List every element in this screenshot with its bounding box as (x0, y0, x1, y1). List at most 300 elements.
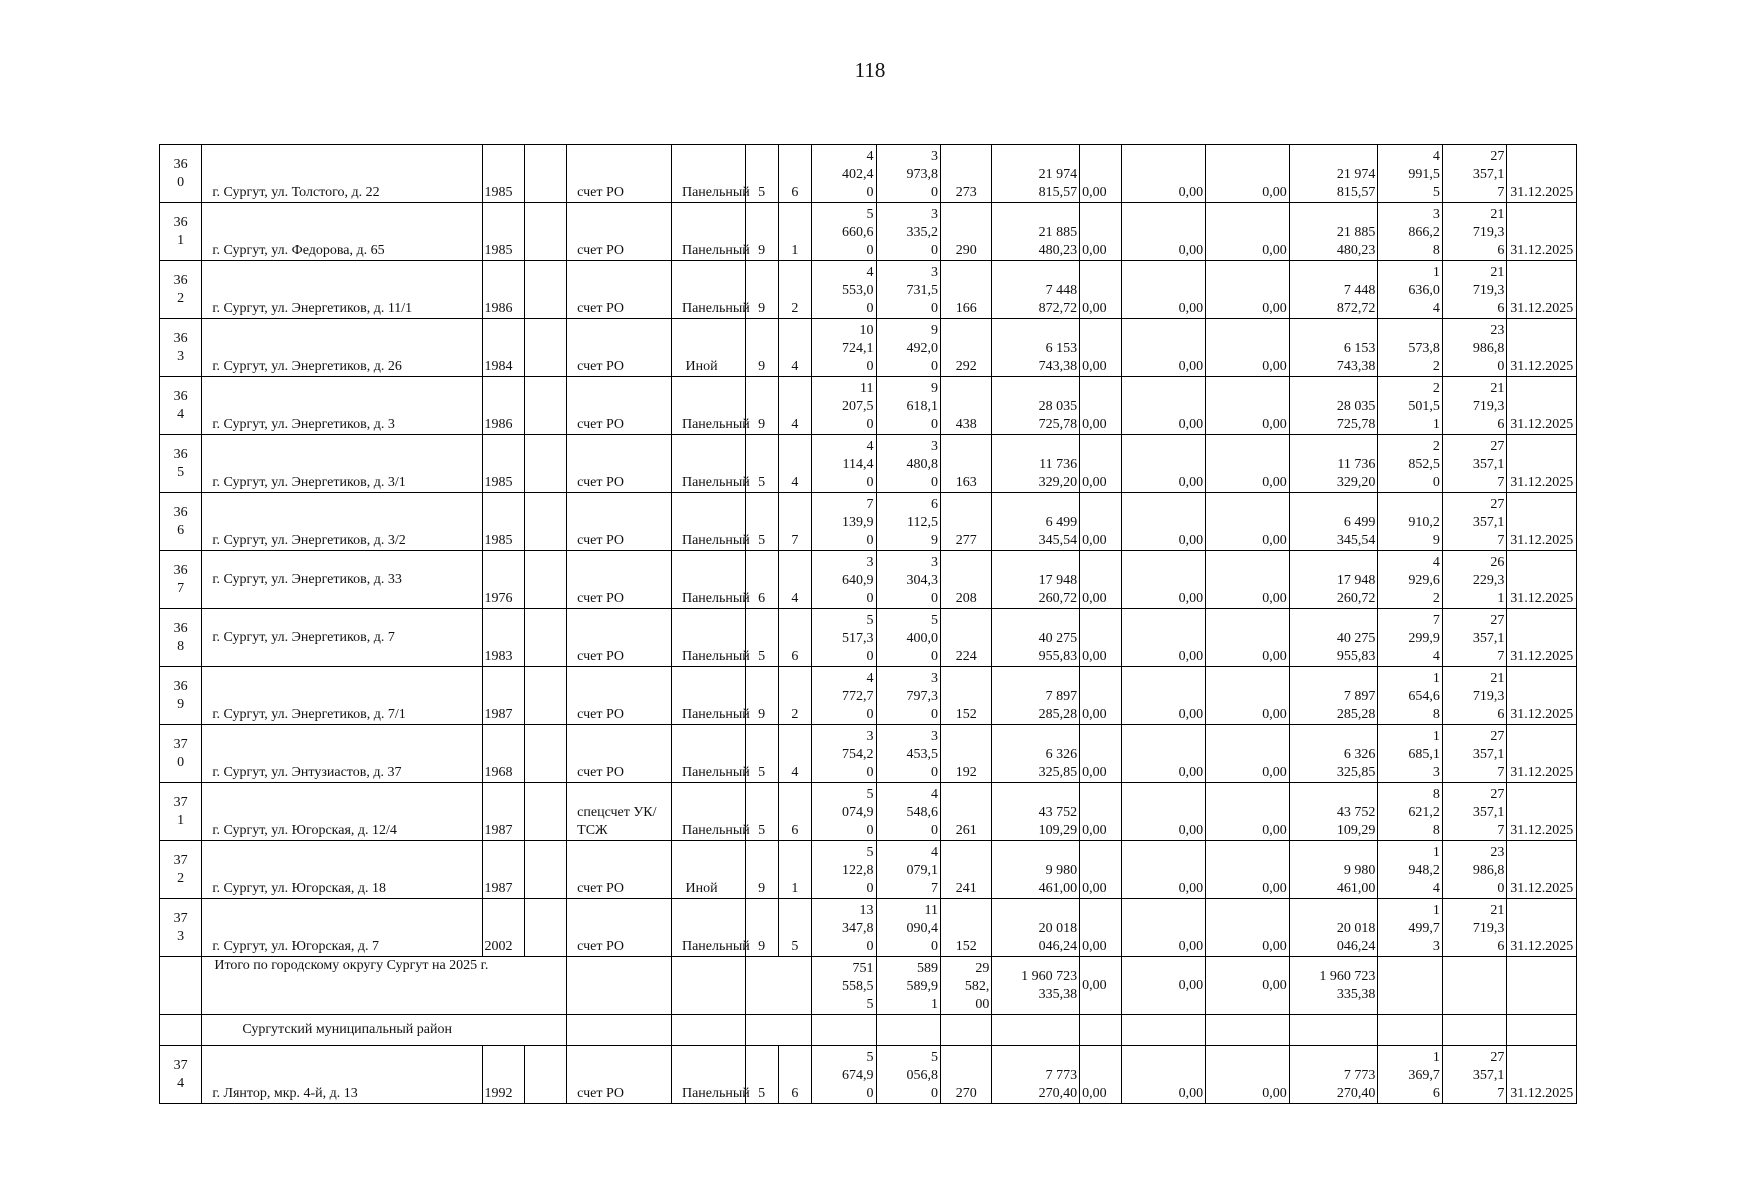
unit-cost-cell-line: 3 (1432, 765, 1440, 780)
wall-material-cell (671, 841, 745, 899)
account-cell: счет РО (567, 609, 672, 667)
row-number (160, 667, 202, 725)
area-living-cell-line: 0 (931, 939, 939, 954)
area-total-cell-line: 074,9 (842, 805, 874, 820)
year-cell-line: 19 (484, 475, 499, 490)
owners-cell-line: 6 326 (1343, 747, 1376, 762)
empty-cell (160, 1015, 202, 1046)
residents-cell: 224 (941, 609, 992, 667)
address-cell: г. Сургут, ул. Энергетиков, д. 7/1 (202, 667, 482, 725)
fund-cell (1080, 377, 1122, 435)
wall-material-cell-line: Панель (681, 1086, 726, 1101)
row-number-line: 2 (177, 290, 185, 306)
area-total-cell-line: 4 (866, 265, 874, 280)
address-cell: г. Сургут, ул. Энергетиков, д. 33 (202, 551, 482, 609)
owners-cell-line: 325,85 (1336, 765, 1376, 780)
area-living-cell (876, 957, 941, 1015)
owners-cell-line: 345,54 (1336, 533, 1376, 548)
unit-cost-cell-line: 636,0 (1408, 283, 1440, 298)
area-living-cell-line: 9 (931, 533, 939, 548)
row-number (160, 725, 202, 783)
limit-cost-cell-line: 719,3 (1472, 283, 1505, 298)
area-living-cell-line: 3 (931, 207, 939, 222)
unit-cost-cell-line: 9 (1432, 533, 1440, 548)
deadline-cell-line: 2025 (1545, 417, 1574, 432)
deadline-cell (1507, 551, 1577, 609)
cost-total-cell-line: 7 448 (1045, 283, 1078, 298)
deadline-cell-line: 31.12. (1510, 765, 1546, 780)
table-row (160, 319, 1577, 377)
empty-cell (524, 203, 566, 261)
row-number (160, 783, 202, 841)
address-cell: г. Лянтор, мкр. 4-й, д. 13 (202, 1046, 482, 1104)
budget-cell: 0,00 (1122, 377, 1206, 435)
cost-total-cell-line: 815,57 (1038, 185, 1078, 200)
fund-cell (1080, 1046, 1122, 1104)
year-cell-line: 87 (498, 881, 513, 896)
owners-cell-line: 955,83 (1336, 649, 1376, 664)
unit-cost-cell-line: 499,7 (1408, 921, 1440, 936)
owners-cell (1289, 841, 1378, 899)
floors-cell: 9 (745, 899, 778, 957)
cost-total-cell-line: 21 885 (1038, 225, 1078, 240)
row-number-line: 36 (173, 388, 188, 404)
empty-cell (812, 1015, 877, 1046)
year-cell-line: 19 (484, 707, 499, 722)
limit-cost-cell-line: 27 (1490, 149, 1505, 164)
fund-cell-line: 0, (1082, 1086, 1093, 1101)
row-number-line: 37 (173, 1057, 188, 1073)
address-cell: г. Сургут, ул. Югорская, д. 7 (202, 899, 482, 957)
wall-material-cell-line: ный (725, 939, 750, 954)
owners-cell (1289, 435, 1378, 493)
area-total-cell-line: 0 (866, 939, 874, 954)
owners-cell-line: 815,57 (1336, 185, 1376, 200)
deadline-cell (1507, 783, 1577, 841)
area-living-cell-line: 0 (931, 301, 939, 316)
residents-cell: 152 (941, 667, 992, 725)
owners-cell-line: 285,28 (1336, 707, 1376, 722)
year-cell-line: 68 (498, 765, 513, 780)
limit-cost-cell-line: 26 (1490, 555, 1505, 570)
unit-cost-cell-line: 0 (1432, 475, 1440, 490)
empty-cell (524, 319, 566, 377)
page-number: 118 (854, 58, 886, 82)
cost-total-cell-line: 43 752 (1038, 805, 1078, 820)
cost-total-cell (992, 899, 1080, 957)
cost-total-cell-line: 6 499 (1045, 515, 1078, 530)
deadline-cell-line: 2025 (1545, 765, 1574, 780)
area-total-cell (812, 261, 877, 319)
row-number-line: 1 (177, 232, 185, 248)
fund-cell-line: 00 (1092, 765, 1107, 780)
area-living-cell-line: 1 (931, 997, 939, 1012)
deadline-cell-line: 31.12. (1510, 707, 1546, 722)
budget-cell: 0,00 (1122, 609, 1206, 667)
year-cell (482, 319, 524, 377)
area-living-cell-line: 5 (931, 1050, 939, 1065)
unit-cost-cell (1378, 493, 1443, 551)
row-number-line: 37 (173, 794, 188, 810)
unit-cost-cell (1378, 783, 1443, 841)
wall-material-cell (671, 145, 750, 203)
empty-cell (941, 1015, 992, 1046)
year-cell-line: 19 (484, 185, 499, 200)
owners-cell-line: 6 153 (1343, 341, 1376, 356)
area-living-cell-line: 3 (931, 439, 939, 454)
cost-total-cell-line: 28 035 (1038, 399, 1078, 414)
wall-material-cell-line: ный (725, 243, 750, 258)
area-living-cell (876, 261, 941, 319)
cost-total-cell-line: 21 974 (1038, 167, 1078, 182)
fund-cell (1080, 667, 1122, 725)
row-number-line: 36 (173, 330, 188, 346)
total-label-text: Итого по городскому округу Сургут на 2025 г. (214, 958, 489, 973)
limit-cost-cell-line: 7 (1497, 823, 1505, 838)
entrances-cell: 2 (778, 667, 811, 725)
owners-cell-line: 21 885 (1336, 225, 1376, 240)
floors-cell: 9 (745, 841, 778, 899)
entrances-cell: 5 (778, 899, 811, 957)
area-total-cell-line: 7 (866, 497, 874, 512)
area-total-cell-line: 5 (866, 1050, 874, 1065)
owners-cell (1289, 957, 1378, 1015)
area-total-cell-line: 674,9 (842, 1068, 874, 1083)
area-total-cell (812, 841, 877, 899)
residents-cell: 438 (941, 377, 992, 435)
cost-total-cell-line: 11 736 (1039, 457, 1078, 472)
year-cell-line: 86 (498, 417, 513, 432)
area-living-cell-line: 4 (931, 787, 939, 802)
limit-cost-cell (1442, 725, 1507, 783)
residents-cell: 273 (941, 145, 992, 203)
wall-material-cell (671, 609, 750, 667)
year-cell (482, 551, 524, 609)
cost-total-cell (992, 783, 1080, 841)
area-living-cell-line: 973,8 (906, 167, 939, 182)
fund-cell (1080, 957, 1122, 1015)
empty-cell (1289, 1015, 1378, 1046)
year-cell-line: 86 (498, 301, 513, 316)
area-living-cell-line: 0 (931, 765, 939, 780)
address-cell: г. Сургут, ул. Энергетиков, д. 26 (202, 319, 482, 377)
area-total-cell-line: 0 (866, 533, 874, 548)
limit-cost-cell (1442, 841, 1507, 899)
cost-total-cell-line: 270,40 (1038, 1086, 1078, 1101)
residents-cell: 152 (941, 899, 992, 957)
area-living-cell-line: 0 (931, 649, 939, 664)
table-row (160, 841, 1577, 899)
year-cell (482, 377, 524, 435)
limit-cost-cell-line: 27 (1490, 439, 1505, 454)
area-total-cell-line: 5 (866, 845, 874, 860)
fund-cell-line: 0, (1082, 243, 1093, 258)
area-total-cell-line: 0 (866, 475, 874, 490)
area-total-cell (812, 609, 877, 667)
cost-total-cell (992, 261, 1080, 319)
deadline-cell (1507, 667, 1577, 725)
empty-cell (1507, 1015, 1577, 1046)
capital-repair-table (159, 144, 1577, 1104)
limit-cost-cell-line: 719,3 (1472, 921, 1505, 936)
fund-cell-line: 00 (1092, 649, 1107, 664)
area-total-cell-line: 402,4 (842, 167, 874, 182)
unit-cost-cell-line: 2 (1432, 439, 1440, 454)
wall-material-cell-line: Панель (681, 243, 726, 258)
wall-material-cell-line: Панель (681, 939, 726, 954)
area-total-cell-line: 4 (866, 671, 874, 686)
limit-cost-cell (1442, 783, 1507, 841)
deadline-cell-line: 31.12. (1510, 1086, 1546, 1101)
wall-material-cell-line: ный (725, 591, 750, 606)
deadline-cell (1507, 203, 1577, 261)
deadline-cell-line: 31.12. (1510, 185, 1546, 200)
table-row (160, 203, 1577, 261)
cost-total-cell-line: 461,00 (1038, 881, 1078, 896)
entrances-cell: 4 (778, 725, 811, 783)
area-living-cell (876, 667, 941, 725)
unit-cost-cell-line: 8 (1432, 707, 1440, 722)
area-living-cell-line: 056,8 (906, 1068, 939, 1083)
area-total-cell-line: 139,9 (842, 515, 874, 530)
fund-cell-line: 00 (1092, 359, 1107, 374)
deadline-cell-line: 2025 (1545, 533, 1574, 548)
owners-cell-line: 480,23 (1336, 243, 1376, 258)
owners-cell-line: 461,00 (1336, 881, 1376, 896)
entrances-cell: 7 (778, 493, 811, 551)
year-cell-line: 87 (498, 823, 513, 838)
area-total-cell-line: 724,1 (842, 341, 874, 356)
limit-cost-cell-line: 357,1 (1472, 747, 1505, 762)
area-total-cell (812, 145, 877, 203)
empty-cell (1507, 957, 1577, 1015)
deadline-cell-line: 31.12. (1510, 649, 1546, 664)
owners-cell-line: 21 974 (1336, 167, 1376, 182)
year-cell (482, 609, 524, 667)
year-cell (482, 783, 524, 841)
empty-cell (524, 261, 566, 319)
floors-cell: 5 (745, 145, 778, 203)
account-cell: счет РО (567, 667, 672, 725)
row-number-line: 37 (173, 910, 188, 926)
area-total-cell (812, 435, 877, 493)
year-cell-line: 92 (498, 1086, 513, 1101)
area-total-cell (812, 493, 877, 551)
owners-cell (1289, 899, 1378, 957)
area-total-cell-line: 553,0 (842, 283, 874, 298)
area-total-cell-line: 0 (866, 591, 874, 606)
area-total-cell (812, 1046, 877, 1104)
deadline-cell-line: 31.12. (1510, 881, 1546, 896)
fund-cell-line: 00 (1092, 533, 1107, 548)
account-cell: счет РО (567, 319, 672, 377)
unit-cost-cell-line: 4 (1432, 301, 1440, 316)
wall-material-cell-line: Панель (681, 301, 726, 316)
area-total-cell-line: 114,4 (842, 457, 874, 472)
deadline-cell (1507, 377, 1577, 435)
area-total-cell (812, 725, 877, 783)
unit-cost-cell (1378, 609, 1443, 667)
area-total-cell-line: 754,2 (842, 747, 874, 762)
limit-cost-cell (1442, 493, 1507, 551)
area-total-cell (812, 899, 877, 957)
cost-total-cell-line: 329,20 (1038, 475, 1078, 490)
area-total-cell-line: 0 (866, 823, 874, 838)
entrances-cell: 2 (778, 261, 811, 319)
wall-material-cell-line: ный (725, 707, 750, 722)
area-living-cell-line: 400,0 (906, 631, 939, 646)
year-cell-line: 85 (498, 475, 513, 490)
unit-cost-cell-line: 621,2 (1408, 805, 1440, 820)
entrances-cell: 4 (778, 319, 811, 377)
fund-cell-line: 00 (1092, 301, 1107, 316)
area-living-cell-line: 9 (931, 323, 939, 338)
budget-cell: 0,00 (1206, 667, 1290, 725)
owners-cell (1289, 377, 1378, 435)
row-number-line: 0 (177, 174, 185, 190)
owners-cell-line: 872,72 (1336, 301, 1376, 316)
area-total-cell-line: 772,7 (842, 689, 874, 704)
empty-cell (1442, 957, 1507, 1015)
year-cell-line: 85 (498, 185, 513, 200)
limit-cost-cell (1442, 1046, 1507, 1104)
limit-cost-cell (1442, 145, 1507, 203)
empty-cell (745, 957, 812, 1015)
empty-cell (567, 957, 672, 1015)
unit-cost-cell-line: 4 (1432, 649, 1440, 664)
area-living-cell-line: 0 (931, 707, 939, 722)
wall-material-cell-line: Иной (685, 881, 718, 896)
limit-cost-cell-line: 23 (1490, 845, 1505, 860)
wall-material-cell (671, 203, 750, 261)
area-living-cell-line: 480,8 (906, 457, 939, 472)
fund-cell (1080, 493, 1122, 551)
floors-cell: 5 (745, 609, 778, 667)
unit-cost-cell-line: 501,5 (1408, 399, 1440, 414)
limit-cost-cell-line: 21 (1490, 381, 1505, 396)
limit-cost-cell-line: 21 (1490, 671, 1505, 686)
deadline-cell-line: 31.12. (1510, 533, 1546, 548)
limit-cost-cell-line: 986,8 (1472, 341, 1505, 356)
table-row (160, 783, 1577, 841)
empty-cell (524, 145, 566, 203)
empty-cell (524, 551, 566, 609)
account-cell: счет РО (567, 725, 672, 783)
unit-cost-cell (1378, 551, 1443, 609)
fund-cell-line: 0, (1082, 417, 1093, 432)
owners-cell (1289, 319, 1378, 377)
unit-cost-cell-line: 3 (1432, 939, 1440, 954)
area-living-cell-line: 4 (931, 845, 939, 860)
budget-cell: 0,00 (1122, 957, 1206, 1015)
budget-cell: 0,00 (1206, 551, 1290, 609)
limit-cost-cell (1442, 319, 1507, 377)
empty-cell (524, 493, 566, 551)
unit-cost-cell-line: 2 (1432, 591, 1440, 606)
limit-cost-cell (1442, 667, 1507, 725)
cost-total-cell (992, 1046, 1080, 1104)
fund-cell-line: 0, (1082, 939, 1093, 954)
wall-material-cell-line: Панель (681, 823, 726, 838)
cost-total-cell (992, 493, 1080, 551)
budget-cell: 0,00 (1206, 377, 1290, 435)
owners-cell-line: 17 948 (1336, 573, 1376, 588)
area-living-cell-line: 9 (931, 381, 939, 396)
cost-total-cell-line: 335,38 (1038, 986, 1078, 1002)
section-row (160, 1015, 1577, 1046)
row-number-line: 36 (173, 156, 188, 172)
area-living-cell-line: 090,4 (906, 921, 939, 936)
area-living-cell-line: 0 (931, 591, 939, 606)
budget-cell: 0,00 (1206, 957, 1290, 1015)
table-row (160, 1046, 1577, 1104)
budget-cell: 0,00 (1122, 319, 1206, 377)
floors-cell: 9 (745, 377, 778, 435)
empty-cell (524, 667, 566, 725)
wall-material-cell-line: Панель (681, 649, 726, 664)
limit-cost-cell-line: 23 (1490, 323, 1505, 338)
row-number (160, 435, 202, 493)
wall-material-cell-line: Иной (685, 359, 718, 374)
fund-cell (1080, 261, 1122, 319)
limit-cost-cell (1442, 609, 1507, 667)
entrances-cell: 6 (778, 145, 811, 203)
year-cell-line: 19 (484, 881, 499, 896)
area-total-cell (812, 377, 877, 435)
area-living-cell-line: 0 (931, 185, 939, 200)
owners-cell-line: 725,78 (1336, 417, 1376, 432)
deadline-cell-line: 2025 (1545, 185, 1574, 200)
address-cell: г. Сургут, ул. Энергетиков, д. 7 (202, 609, 482, 667)
owners-cell (1289, 783, 1378, 841)
area-living-cell-line: 0 (931, 1086, 939, 1101)
limit-cost-cell-line: 21 (1490, 207, 1505, 222)
wall-material-cell-line: Панель (681, 185, 726, 200)
wall-material-cell-line: ный (725, 765, 750, 780)
owners-cell (1289, 261, 1378, 319)
fund-cell-line: 00 (1092, 1086, 1107, 1101)
fund-cell-line: 00 (1092, 881, 1107, 896)
cost-total-cell (992, 203, 1080, 261)
wall-material-cell-line: ный (725, 649, 750, 664)
floors-cell: 9 (745, 203, 778, 261)
residents-cell-line: 00 (975, 997, 990, 1012)
area-living-cell-line: 112,5 (907, 515, 939, 530)
area-living-cell (876, 899, 941, 957)
limit-cost-cell-line: 27 (1490, 613, 1505, 628)
area-living-cell-line: 335,2 (906, 225, 939, 240)
deadline-cell-line: 2025 (1545, 359, 1574, 374)
unit-cost-cell-line (1380, 496, 1440, 514)
unit-cost-cell (1378, 261, 1443, 319)
total-label (202, 957, 567, 1015)
area-total-cell (812, 551, 877, 609)
row-number-line: 8 (177, 638, 185, 654)
year-cell-line: 19 (484, 533, 499, 548)
owners-cell (1289, 1046, 1378, 1104)
limit-cost-cell-line: 6 (1497, 301, 1505, 316)
unit-cost-cell-line: 1 (1432, 845, 1440, 860)
table-row (160, 493, 1577, 551)
deadline-cell-line: 31.12. (1510, 301, 1546, 316)
row-number (160, 145, 202, 203)
unit-cost-cell-line: 910,2 (1408, 515, 1440, 530)
unit-cost-cell-line: 6 (1432, 1086, 1440, 1101)
empty-cell (1378, 957, 1443, 1015)
area-total-cell-line: 11 (860, 381, 874, 396)
wall-material-cell (671, 899, 750, 957)
empty-cell (1378, 1015, 1443, 1046)
